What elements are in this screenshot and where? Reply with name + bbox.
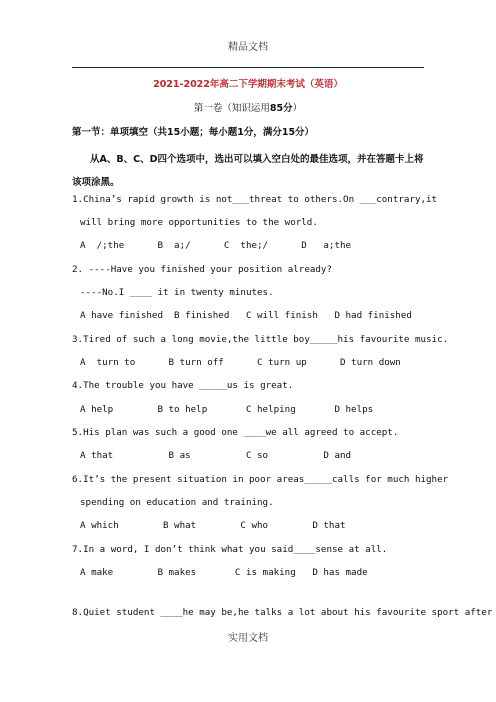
question-7-stem: 7.In a word, I don’t think what you said____sense at all. xyxy=(72,544,388,555)
header-rule xyxy=(72,67,424,68)
page-header: 精品文档 xyxy=(228,42,268,53)
question-6-options: A which B what C who D that xyxy=(80,520,346,531)
question-5-stem: 5.His plan was such a good one ____we all agreed to accept. xyxy=(72,427,399,438)
question-2-options: A have finished B finished C will finish D had finished xyxy=(80,310,412,321)
part-prefix: 第一卷（知识运用 xyxy=(193,103,270,114)
question-3-options: A turn to B turn off C turn up D turn down xyxy=(80,357,401,368)
question-2-stem: 2. ----Have you finished your position already? xyxy=(72,264,332,275)
page-footer: 实用文档 xyxy=(228,633,268,644)
part-heading xyxy=(0,100,496,114)
question-7-options: A make B makes C is making D has made xyxy=(80,567,368,578)
question-2-cont: ----No.I ____ it in twenty minutes. xyxy=(80,287,274,298)
section-heading: 第一节：单项填空（共15小题；每小题1分，满分15分） xyxy=(72,127,315,138)
question-3-stem: 3.Tired of such a long movie,the little boy_____his favourite music. xyxy=(72,334,449,345)
question-8-stem: 8.Quiet student ____he may be,he talks a lot about his favourite sport after xyxy=(72,607,493,618)
question-6-cont: spending on education and training. xyxy=(80,497,274,508)
question-4-stem: 4.The trouble you have _____us is great. xyxy=(72,380,294,391)
question-5-options: A that B as C so D and xyxy=(80,450,352,461)
instructions: 从A、B、C、D四个选项中，选出可以填入空白处的最佳选项，并在答题卡上将该项涂黑。 xyxy=(72,154,424,188)
question-4-options: A help B to help C helping D helps xyxy=(80,404,374,415)
part-score: 85分 xyxy=(269,103,293,114)
question-6-stem: 6.It’s the present situation in poor areas_____calls for much higher xyxy=(72,474,449,485)
part-suffix: ） xyxy=(292,103,303,114)
question-1-cont: will bring more opportunities to the world. xyxy=(80,217,318,228)
exam-title: 2021-2022年高二下学期期末考试（英语） xyxy=(153,79,343,90)
question-1-stem: 1.China’s rapid growth is not___threat to others.On ___contrary,it xyxy=(72,194,438,205)
question-1-options: A /;the B a;/ C the;/ D a;the xyxy=(80,240,352,251)
